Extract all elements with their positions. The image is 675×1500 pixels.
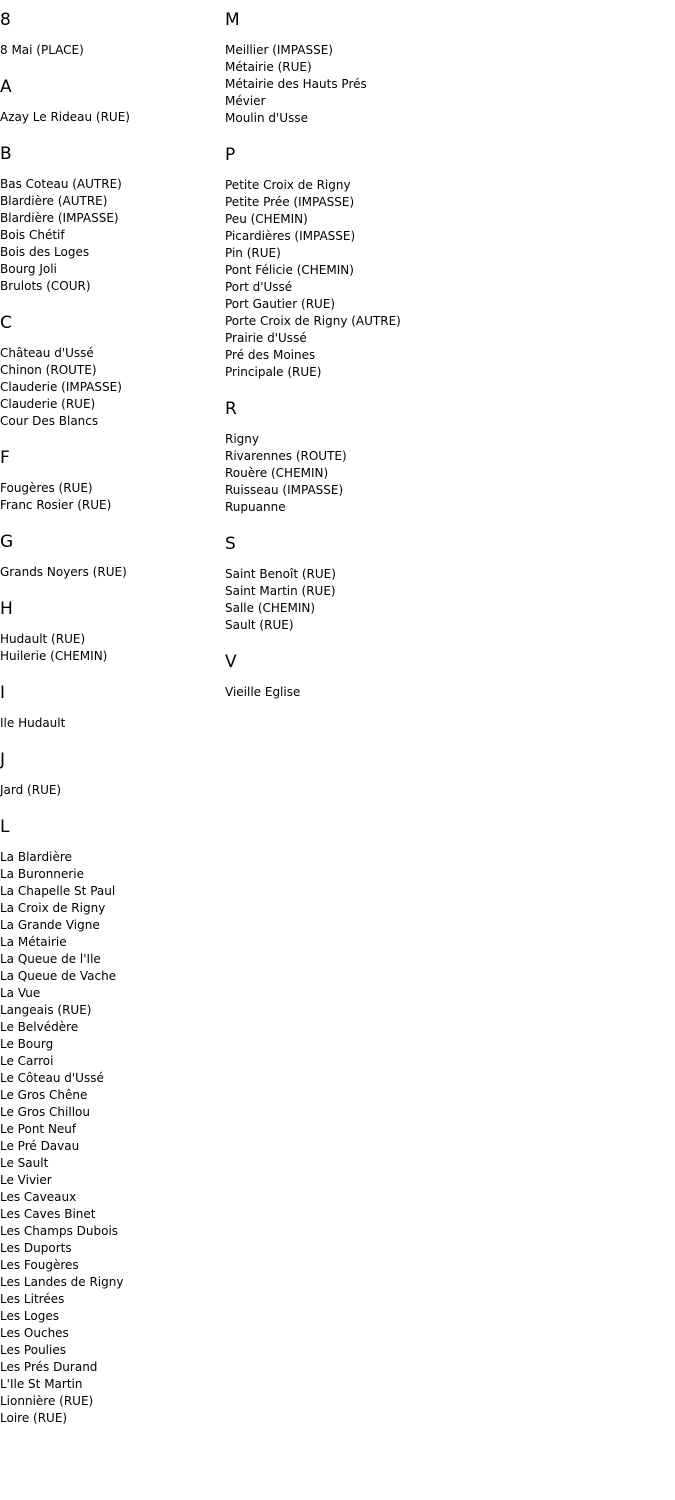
street-list-item [225,313,655,330]
street-list-item [225,465,655,482]
street-list-item [0,968,220,985]
street-link[interactable]: Pont Félicie (CHEMIN) [225,263,354,277]
street-link[interactable]: Les Litrées [0,1292,65,1306]
street-link[interactable]: Le Côteau d'Ussé [0,1071,104,1085]
letter-heading: L [0,817,10,837]
street-list-item [225,566,655,583]
letter-section [0,750,220,799]
street-list-item [225,330,655,347]
street-link[interactable]: 8 Mai (PLACE) [0,43,84,57]
street-list-item [0,883,220,900]
street-link[interactable]: Le Vivier [0,1173,52,1187]
letter-heading: S [225,534,236,554]
letter-heading: P [225,145,236,165]
street-list-item [225,110,655,127]
street-list-item [225,448,655,465]
street-list-item [0,396,220,413]
letter-heading: M [225,10,240,30]
street-list-item [0,1019,220,1036]
letter-heading: B [0,144,12,164]
street-list-item [0,1376,220,1393]
street-link[interactable]: Le Pont Neuf [0,1122,77,1136]
letter-section [0,313,220,430]
street-list-item [225,364,655,381]
street-link[interactable]: Le Belvédère [0,1020,79,1034]
street-list-item [0,1070,220,1087]
street-link[interactable]: Pin (RUE) [225,246,281,260]
street-link[interactable]: Château d'Ussé [0,346,94,360]
letter-section [0,448,220,514]
street-list-item [0,985,220,1002]
street-list-item [0,900,220,917]
street-list-item [0,648,220,665]
street-link[interactable]: Chinon (ROUTE) [0,363,97,377]
street-list-item [0,1257,220,1274]
letter-section [225,534,655,634]
street-list-item [0,42,220,59]
street-link[interactable]: Prairie d'Ussé [225,331,307,345]
street-list [0,564,220,581]
street-link[interactable]: Meillier (IMPASSE) [225,43,333,57]
street-link[interactable]: Port Gautier (RUE) [225,297,336,311]
street-list-item [225,245,655,262]
letter-section [225,652,655,701]
street-list-item [0,1308,220,1325]
street-list-item [0,176,220,193]
street-link[interactable]: Picardières (IMPASSE) [225,229,356,243]
street-link[interactable]: L'Ile St Martin [0,1377,83,1391]
street-list-item [0,379,220,396]
letter-heading: 8 [0,10,11,30]
letter-section [0,683,220,732]
letter-heading: H [0,599,13,619]
street-link[interactable]: Blardière (IMPASSE) [0,211,119,225]
street-link[interactable]: La Métairie [0,935,67,949]
letter-section [225,399,655,516]
street-link[interactable]: Cour Des Blancs [0,414,99,428]
street-list-item [0,1036,220,1053]
street-list-item [0,1325,220,1342]
letter-heading: I [0,683,6,703]
street-list-item [0,849,220,866]
letter-heading: V [225,652,237,672]
street-list [0,345,220,430]
street-list-item [0,1291,220,1308]
street-list [0,631,220,665]
letter-heading: R [225,399,237,419]
street-list-item [0,1155,220,1172]
street-list-item [0,951,220,968]
street-list-item [225,211,655,228]
street-link[interactable]: Mévier [225,94,266,108]
street-list-item [0,345,220,362]
street-list-item [0,261,220,278]
street-list-item [0,782,220,799]
street-link[interactable]: Saint Benoît (RUE) [225,567,336,581]
street-link[interactable]: Azay Le Rideau (RUE) [0,110,130,124]
street-link[interactable]: Clauderie (IMPASSE) [0,380,122,394]
street-list-item [0,1087,220,1104]
street-link[interactable]: Rouère (CHEMIN) [225,466,329,480]
street-link[interactable]: Peu (CHEMIN) [225,212,308,226]
street-list-item [0,1393,220,1410]
street-link[interactable]: La Chapelle St Paul [0,884,116,898]
street-list-item [225,42,655,59]
street-index-left-column [0,10,220,1445]
street-list-item [0,1410,220,1427]
street-list [225,684,655,701]
street-link[interactable]: Saint Martin (RUE) [225,584,336,598]
street-link[interactable]: Vieille Eglise [225,685,301,699]
street-list-item [225,684,655,701]
street-link[interactable]: Principale (RUE) [225,365,322,379]
street-link[interactable]: Les Loges [0,1309,59,1323]
street-link[interactable]: La Croix de Rigny [0,901,106,915]
street-list [225,431,655,516]
street-link[interactable]: Blardière (AUTRE) [0,194,108,208]
street-link[interactable]: Fougères (RUE) [0,481,93,495]
street-link[interactable]: Le Carroi [0,1054,54,1068]
letter-heading: F [0,448,10,468]
letter-heading: G [0,532,14,552]
letter-section [0,532,220,581]
street-list [0,480,220,514]
street-link[interactable]: La Queue de l'Ile [0,952,101,966]
street-list [0,849,220,1427]
street-list-item [0,631,220,648]
street-list-item [0,1274,220,1291]
street-link[interactable]: Jard (RUE) [0,783,62,797]
street-list-item [225,583,655,600]
street-list-item [225,431,655,448]
street-list-item [225,76,655,93]
street-link[interactable]: Les Ouches [0,1326,69,1340]
street-list-item [0,278,220,295]
street-list-item [0,244,220,261]
street-link[interactable]: Les Poulies [0,1343,66,1357]
street-list-item [225,194,655,211]
street-link[interactable]: La Vue [0,986,41,1000]
street-link[interactable]: La Blardière [0,850,72,864]
street-link[interactable]: Les Caveaux [0,1190,77,1204]
letter-section [0,817,220,1427]
letter-section [225,145,655,381]
street-link[interactable]: Loire (RUE) [0,1411,68,1425]
street-list [0,42,220,59]
street-link[interactable]: La Queue de Vache [0,969,117,983]
street-list [0,715,220,732]
street-link[interactable]: Le Bourg [0,1037,54,1051]
street-link[interactable]: Les Fougères [0,1258,79,1272]
street-link[interactable]: Les Prés Durand [0,1360,98,1374]
street-link[interactable]: Le Gros Chêne [0,1088,88,1102]
street-list-item [0,1138,220,1155]
street-link[interactable]: Hudault (RUE) [0,632,86,646]
street-list-item [0,1002,220,1019]
street-list-item [0,1206,220,1223]
street-list-item [0,1359,220,1376]
street-list-item [0,1104,220,1121]
street-list-item [0,193,220,210]
street-list [225,177,655,381]
street-list-item [0,1121,220,1138]
street-link[interactable]: La Grande Vigne [0,918,100,932]
street-list-item [225,59,655,76]
street-list-item [0,497,220,514]
street-link[interactable]: Lionnière (RUE) [0,1394,94,1408]
street-list-item [225,347,655,364]
street-link[interactable]: Bourg Joli [0,262,57,276]
street-list-item [0,210,220,227]
street-list-item [0,109,220,126]
street-link[interactable]: Moulin d'Usse [225,111,308,125]
street-link[interactable]: La Buronnerie [0,867,84,881]
street-link[interactable]: Le Sault [0,1156,49,1170]
street-list-item [0,413,220,430]
letter-section [225,10,655,127]
street-list [0,109,220,126]
street-list-item [0,1172,220,1189]
letter-section [0,144,220,295]
street-list-item [0,917,220,934]
street-link[interactable]: Les Landes de Rigny [0,1275,124,1289]
letter-heading: A [0,77,12,97]
street-link[interactable]: Grands Noyers (RUE) [0,565,127,579]
street-list-item [225,617,655,634]
street-list-item [225,296,655,313]
street-list-item [225,279,655,296]
street-index-right-column [225,10,655,719]
street-link[interactable]: Rupuanne [225,500,286,514]
letter-heading: C [0,313,12,333]
street-link[interactable]: Langeais (RUE) [0,1003,92,1017]
street-link[interactable]: Ruisseau (IMPASSE) [225,483,344,497]
street-link[interactable]: Bois des Loges [0,245,90,259]
street-link[interactable]: Port d'Ussé [225,280,293,294]
street-link[interactable]: Pré des Moines [225,348,316,362]
street-list-item [0,1240,220,1257]
street-link[interactable]: Bas Coteau (AUTRE) [0,177,122,191]
street-list-item [0,934,220,951]
street-link[interactable]: Le Pré Davau [0,1139,80,1153]
street-link[interactable]: Clauderie (RUE) [0,397,96,411]
street-link[interactable]: Porte Croix de Rigny (AUTRE) [225,314,401,328]
street-list [225,42,655,127]
street-link[interactable]: Les Caves Binet [0,1207,96,1221]
street-link[interactable]: Franc Rosier (RUE) [0,498,112,512]
letter-heading: J [0,750,6,770]
street-link[interactable]: Métairie des Hauts Prés [225,77,367,91]
street-list-item [0,227,220,244]
street-list-item [225,499,655,516]
street-link[interactable]: Les Champs Dubois [0,1224,119,1238]
street-link[interactable]: Huilerie (CHEMIN) [0,649,108,663]
street-list-item [0,1053,220,1070]
street-list-item [0,564,220,581]
street-link[interactable]: Salle (CHEMIN) [225,601,316,615]
street-link[interactable]: Sault (RUE) [225,618,294,632]
letter-section [0,77,220,126]
letter-section [0,10,220,59]
street-link[interactable]: Les Duports [0,1241,72,1255]
street-list-item [0,362,220,379]
street-list [0,782,220,799]
street-link[interactable]: Le Gros Chillou [0,1105,90,1119]
street-list-item [0,480,220,497]
street-link[interactable]: Rigny [225,432,259,446]
street-list-item [225,262,655,279]
street-list-item [225,177,655,194]
street-list-item [225,600,655,617]
street-list-item [0,1342,220,1359]
letter-section [0,599,220,665]
street-list [0,176,220,295]
street-list-item [225,93,655,110]
street-link[interactable]: Brulots (COUR) [0,279,91,293]
street-link[interactable]: Ile Hudault [0,716,66,730]
street-link[interactable]: Rivarennes (ROUTE) [225,449,347,463]
street-list-item [0,866,220,883]
street-list-item [0,1189,220,1206]
street-list-item [0,715,220,732]
street-link[interactable]: Bois Chétif [0,228,65,242]
street-list [225,566,655,634]
street-link[interactable]: Métairie (RUE) [225,60,312,74]
street-list-item [0,1223,220,1240]
street-link[interactable]: Petite Croix de Rigny [225,178,351,192]
street-list-item [225,228,655,245]
street-list-item [225,482,655,499]
street-link[interactable]: Petite Prée (IMPASSE) [225,195,355,209]
